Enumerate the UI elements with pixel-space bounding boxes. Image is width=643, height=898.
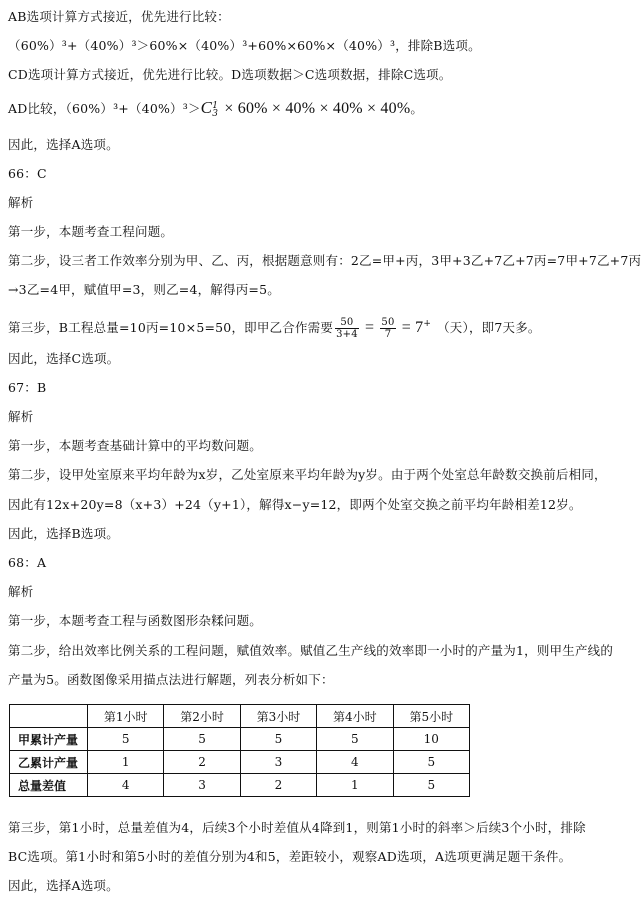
table-cell: 5	[164, 728, 240, 751]
row-label: 总量差值	[10, 774, 88, 797]
line-68-step2: 第二步，给出效率比例关系的工程问题，赋值效率。赋值乙生产线的效率即一小时的产量为1，则甲生产线的	[8, 643, 614, 658]
table-header-cell: 第2小时	[164, 705, 240, 728]
table-row	[10, 728, 470, 751]
equals-sign: =	[360, 319, 379, 336]
line-ab-inequality: （60%）³+（40%）³＞60%×（40%）³+60%×60%×（40%）³，排除B选项。	[8, 38, 481, 53]
frac2-num: 50	[381, 317, 395, 328]
line-cd-compare: CD选项计算方式接近，优先进行比较。D选项数据＞C选项数据，排除C选项。	[8, 67, 452, 82]
question-67-answer: 67：B	[8, 380, 47, 395]
line-68-step1: 第一步，本题考查工程与函数图形杂糅问题。	[8, 613, 263, 628]
table-row	[10, 774, 470, 797]
line-68-step3: 第三步，第1小时，总量差值为4，后续3个小时差值从4降到1，则第1小时的斜率＞后续3个小时，排除	[8, 820, 586, 835]
table-cell: 2	[164, 751, 240, 774]
table-cell: 5	[317, 728, 393, 751]
question-66-answer: 66：C	[8, 166, 47, 181]
math-product: × 60% × 40% × 40% × 40%	[220, 100, 411, 117]
combination-sub: 3	[212, 108, 219, 119]
line-ad-compare	[8, 97, 637, 120]
line-66-step2: 第二步，设三者工作效率分别为甲、乙、丙，根据题意则有：2乙=甲+丙，3甲+3乙+7乙+7丙=7甲+7乙+7丙	[8, 253, 642, 268]
table-header-cell	[10, 705, 88, 728]
combination-indices	[212, 102, 218, 118]
analysis-label-67: 解析	[8, 409, 34, 424]
table-cell: 5	[393, 774, 469, 797]
analysis-label-68: 解析	[8, 584, 34, 599]
line-ab-compare: AB选项计算方式接近，优先进行比较：	[8, 9, 230, 24]
line-66-step1: 第一步，本题考查工程问题。	[8, 224, 174, 239]
table-cell: 4	[317, 751, 393, 774]
line-67-step2: 第二步，设甲处室原来平均年龄为x岁，乙处室原来平均年龄为y岁。由于两个处室总年龄数交换前后相同，	[8, 467, 607, 482]
table-cell: 3	[240, 751, 316, 774]
step3-prefix: 第三步，B工程总量=10丙=10×5=50，即甲乙合作需要	[8, 320, 334, 335]
table-cell: 1	[88, 751, 164, 774]
line-68-step3-cont: BC选项。第1小时和第5小时的差值分别为4和5，差距较小，观察AD选项，A选项更满足题干条件。	[8, 849, 572, 864]
table-header-cell: 第1小时	[88, 705, 164, 728]
line-66-step3	[8, 312, 637, 340]
question-68-answer: 68：A	[8, 555, 47, 570]
table-header-cell: 第3小时	[240, 705, 316, 728]
ad-suffix: 。	[410, 101, 424, 116]
table-header-cell: 第4小时	[317, 705, 393, 728]
line-answer-b: 因此，选择B选项。	[8, 526, 119, 541]
table-cell: 2	[240, 774, 316, 797]
row-label: 甲累计产量	[10, 728, 88, 751]
frac2-den: 7	[384, 329, 392, 340]
ad-prefix: AD比较，（60%）³+（40%）³＞	[8, 101, 201, 116]
table-cell: 10	[393, 728, 469, 751]
line-answer-a-1: 因此，选择A选项。	[8, 137, 119, 152]
line-66-step2-cont: →3乙=4甲，赋值甲=3，则乙=4，解得丙=5。	[8, 282, 280, 297]
combination-sup: 1	[212, 100, 219, 111]
equals-seven: = 7	[397, 319, 424, 336]
table-row	[10, 751, 470, 774]
table-cell: 4	[88, 774, 164, 797]
frac1-num: 50	[335, 317, 359, 329]
line-answer-c: 因此，选择C选项。	[8, 351, 120, 366]
table-cell: 1	[317, 774, 393, 797]
line-68-step2-cont: 产量为5。函数图像采用描点法进行解题，列表分析如下：	[8, 672, 334, 687]
line-answer-a-2: 因此，选择A选项。	[8, 878, 119, 893]
line-67-step2-cont: 因此有12x+20y=8（x+3）+24（y+1），解得x−y=12，即两个处室交换之前平均年龄相差12岁。	[8, 497, 582, 512]
row-label: 乙累计产量	[10, 751, 88, 774]
step3-suffix: （天），即7天多。	[437, 320, 541, 335]
table-cell: 5	[88, 728, 164, 751]
line-67-step1: 第一步，本题考查基础计算中的平均数问题。	[8, 438, 263, 453]
production-table	[9, 704, 470, 797]
table-cell: 5	[393, 751, 469, 774]
table-cell: 3	[164, 774, 240, 797]
frac1-den: 3+4	[336, 329, 358, 340]
fraction-50-over-7	[380, 317, 395, 340]
table-header-cell: 第5小时	[393, 705, 469, 728]
combination-formula: C	[200, 98, 213, 117]
table-header-row	[10, 705, 470, 728]
plus-superscript: +	[423, 319, 432, 329]
fraction-50-over-3plus4	[335, 317, 359, 340]
analysis-label-66: 解析	[8, 195, 34, 210]
table-cell: 5	[240, 728, 316, 751]
